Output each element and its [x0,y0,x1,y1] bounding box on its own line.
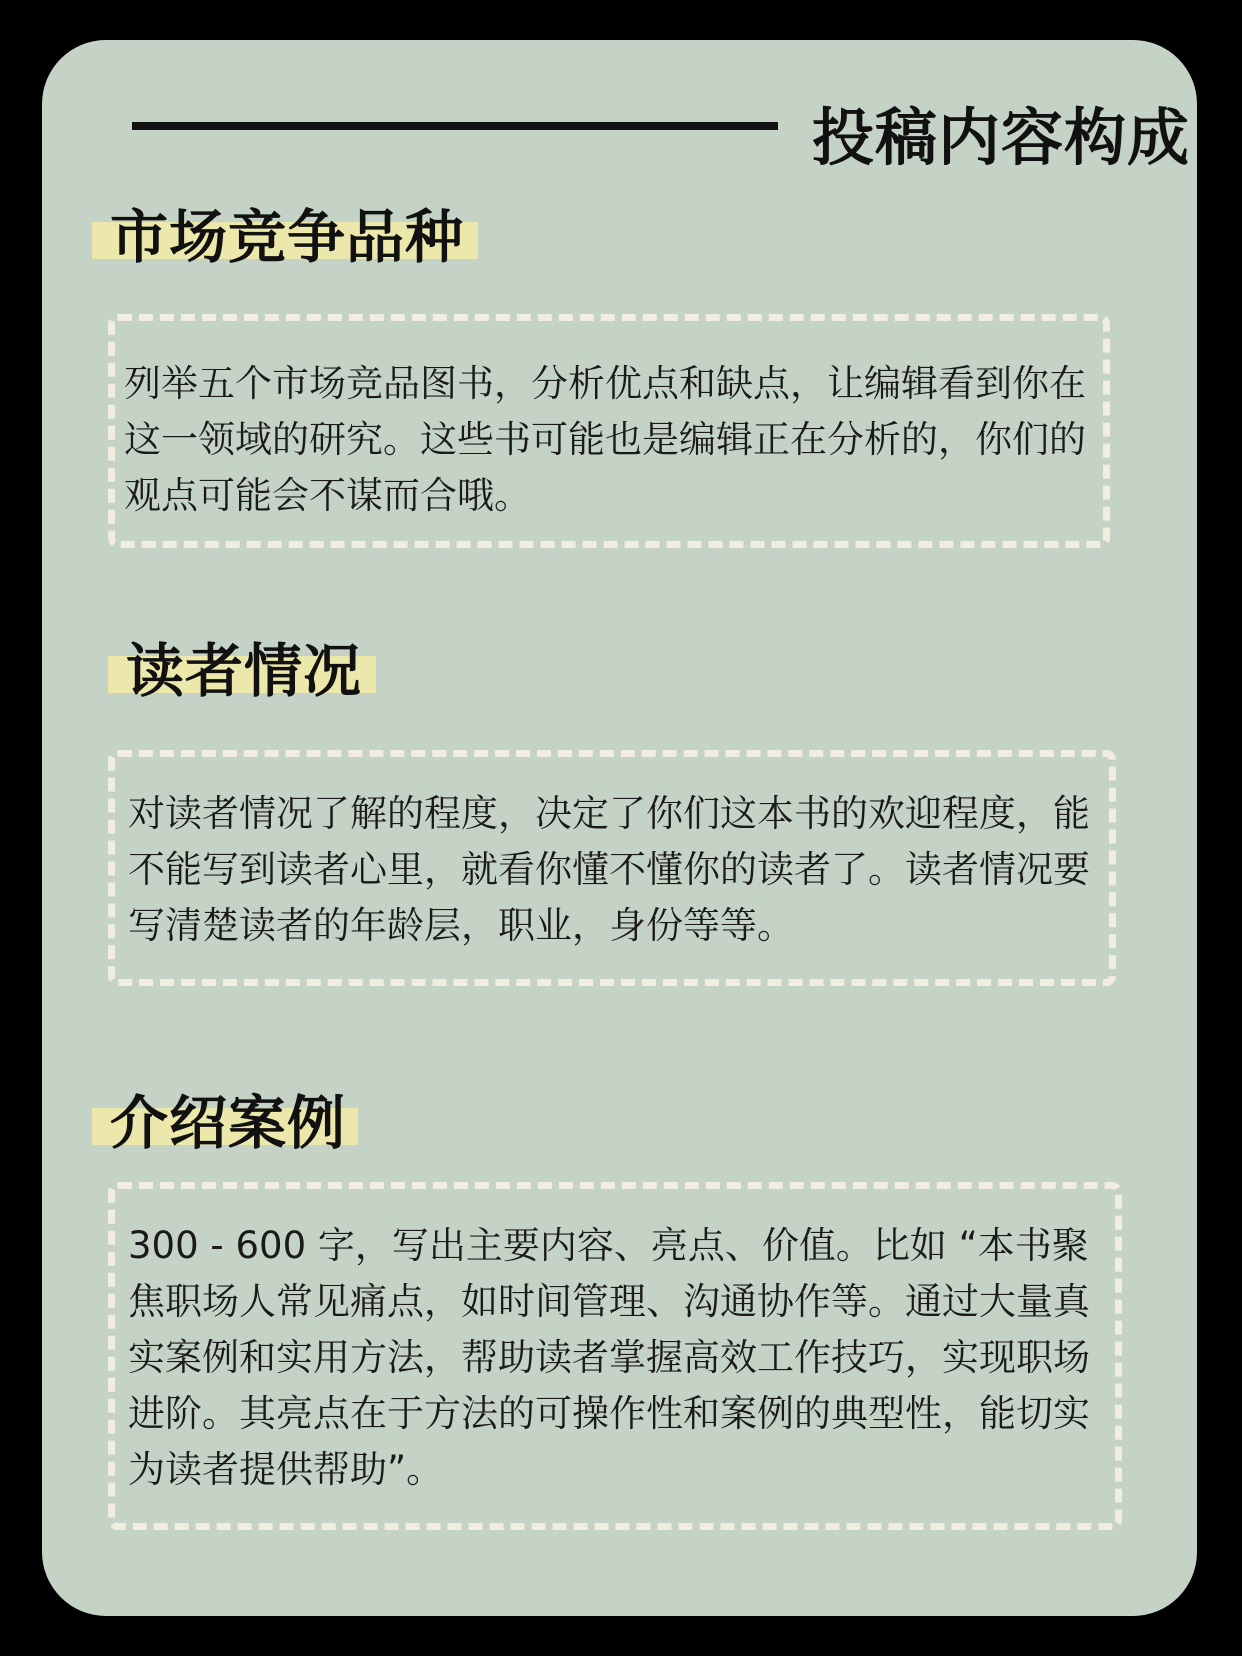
title-rule [132,122,778,130]
section-body-case-introduction: 300 - 600 字，写出主要内容、亮点、价值。比如 “本书聚焦职场人常见痛点，如时间管理、沟通协作等。通过大量真实案例和实用方法，帮助读者掌握高效工作技巧，实现职场进阶。其亮点在于方法的可操作性和案例的典型性，能切实为读者提供帮助”。 [128,1224,1090,1491]
section-body-reader-profile: 对读者情况了解的程度，决定了你们这本书的欢迎程度，能不能写到读者心里，就看你懂不懂你的读者了。读者情况要写清楚读者的年龄层，职业，身份等等。 [128,792,1090,947]
section-heading-case-introduction: 介绍案例 [110,1089,347,1157]
section-heading-reader-profile: 读者情况 [126,637,363,705]
section-body-market-competition: 列举五个市场竞品图书，分析优点和缺点，让编辑看到你在这一领域的研究。这些书可能也是编辑正在分析的，你们的观点可能会不谋而合哦。 [124,362,1086,517]
page-title: 投稿内容构成 [812,101,1191,174]
section-heading-market-competition: 市场竞争品种 [110,203,465,271]
